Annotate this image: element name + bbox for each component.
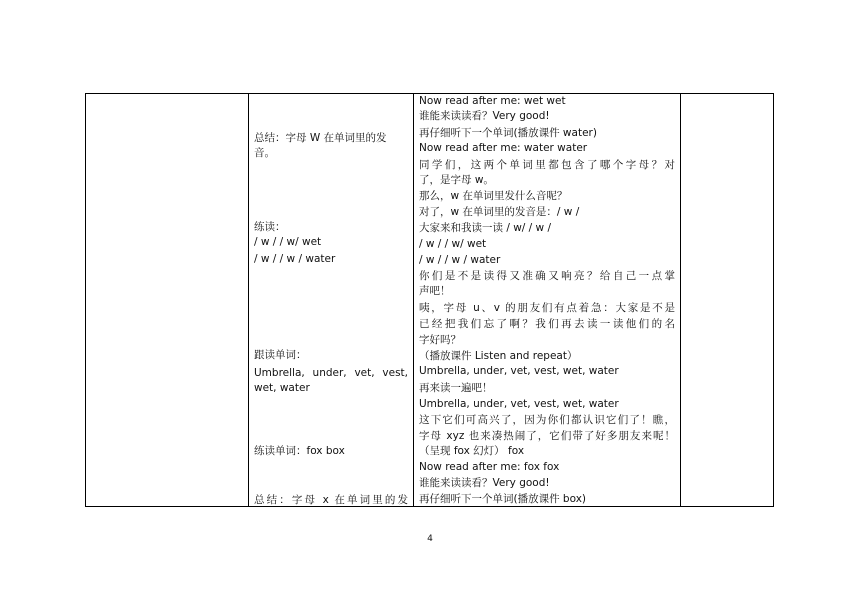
text-line: 对了，w 在单词里的发音是：/ w /	[419, 206, 580, 218]
text-line: 了，是字母 w。	[419, 174, 494, 186]
text-line: 字母 xyz 也来凑热闹了，它们带了好多朋友来呢！	[419, 430, 675, 442]
text-line: 声吧！	[419, 285, 451, 297]
text-line: Umbrella, under, vet, vest,	[254, 367, 408, 379]
text-line: 总结：字母 W 在单词里的发	[254, 132, 387, 144]
text-line: / w / / w / water	[254, 253, 336, 265]
text-line: 跟读单词：	[254, 349, 307, 361]
text-line: 总结：字母 x 在单词里的发	[254, 494, 408, 506]
text-line: Now read after me: fox fox	[419, 461, 560, 473]
text-line: 咦，字母 u、v 的朋友们有点着急：大家是不是	[419, 302, 675, 314]
text-line: 大家来和我读一读 / w/ / w /	[419, 222, 552, 234]
text-line: / w / / w/ wet	[254, 236, 322, 248]
text-line: Now read after me: wet wet	[419, 95, 566, 107]
text-line: 音。	[254, 147, 275, 159]
text-line: 练读：	[254, 221, 286, 233]
text-line: 已经把我们忘了啊？我们再去读一读他们的名	[419, 318, 675, 330]
lesson-plan-table	[85, 93, 774, 507]
text-line: 再来读一遍吧！	[419, 382, 493, 394]
text-line: wet, water	[254, 382, 310, 394]
text-line: 再仔细听下一个单词(播放课件 box)	[419, 493, 587, 505]
text-line: 那么，w 在单词里发什么音呢？	[419, 190, 568, 202]
text-line: 你们是不是读得又准确又响亮？给自己一点掌	[419, 270, 675, 282]
text-line: Umbrella, under, vet, vest, wet, water	[419, 398, 619, 410]
column-divider	[248, 94, 249, 506]
text-line: 再仔细听下一个单词(播放课件 water)	[419, 127, 597, 139]
text-line: 同学们，这两个单词里都包含了哪个字母？对	[419, 159, 675, 171]
text-line: 练读单词：fox box	[254, 445, 345, 457]
text-line: 字好吗？	[419, 334, 461, 346]
text-line: 这下它们可高兴了，因为你们都认识它们了！瞧，	[419, 414, 675, 426]
text-line: / w / / w / water	[419, 254, 501, 266]
column-divider	[413, 94, 414, 506]
text-line: （播放课件 Listen and repeat）	[419, 350, 578, 362]
text-line: （呈现 fox 幻灯） fox	[419, 445, 525, 457]
text-line: 谁能来读读看？Very good!	[419, 477, 550, 489]
text-line: Now read after me: water water	[419, 142, 588, 154]
text-line: 谁能来读读看？Very good!	[419, 110, 550, 122]
text-line: / w / / w/ wet	[419, 238, 487, 250]
column-divider	[680, 94, 681, 506]
text-line: Umbrella, under, vet, vest, wet, water	[419, 365, 619, 377]
page-number: 4	[427, 534, 433, 544]
